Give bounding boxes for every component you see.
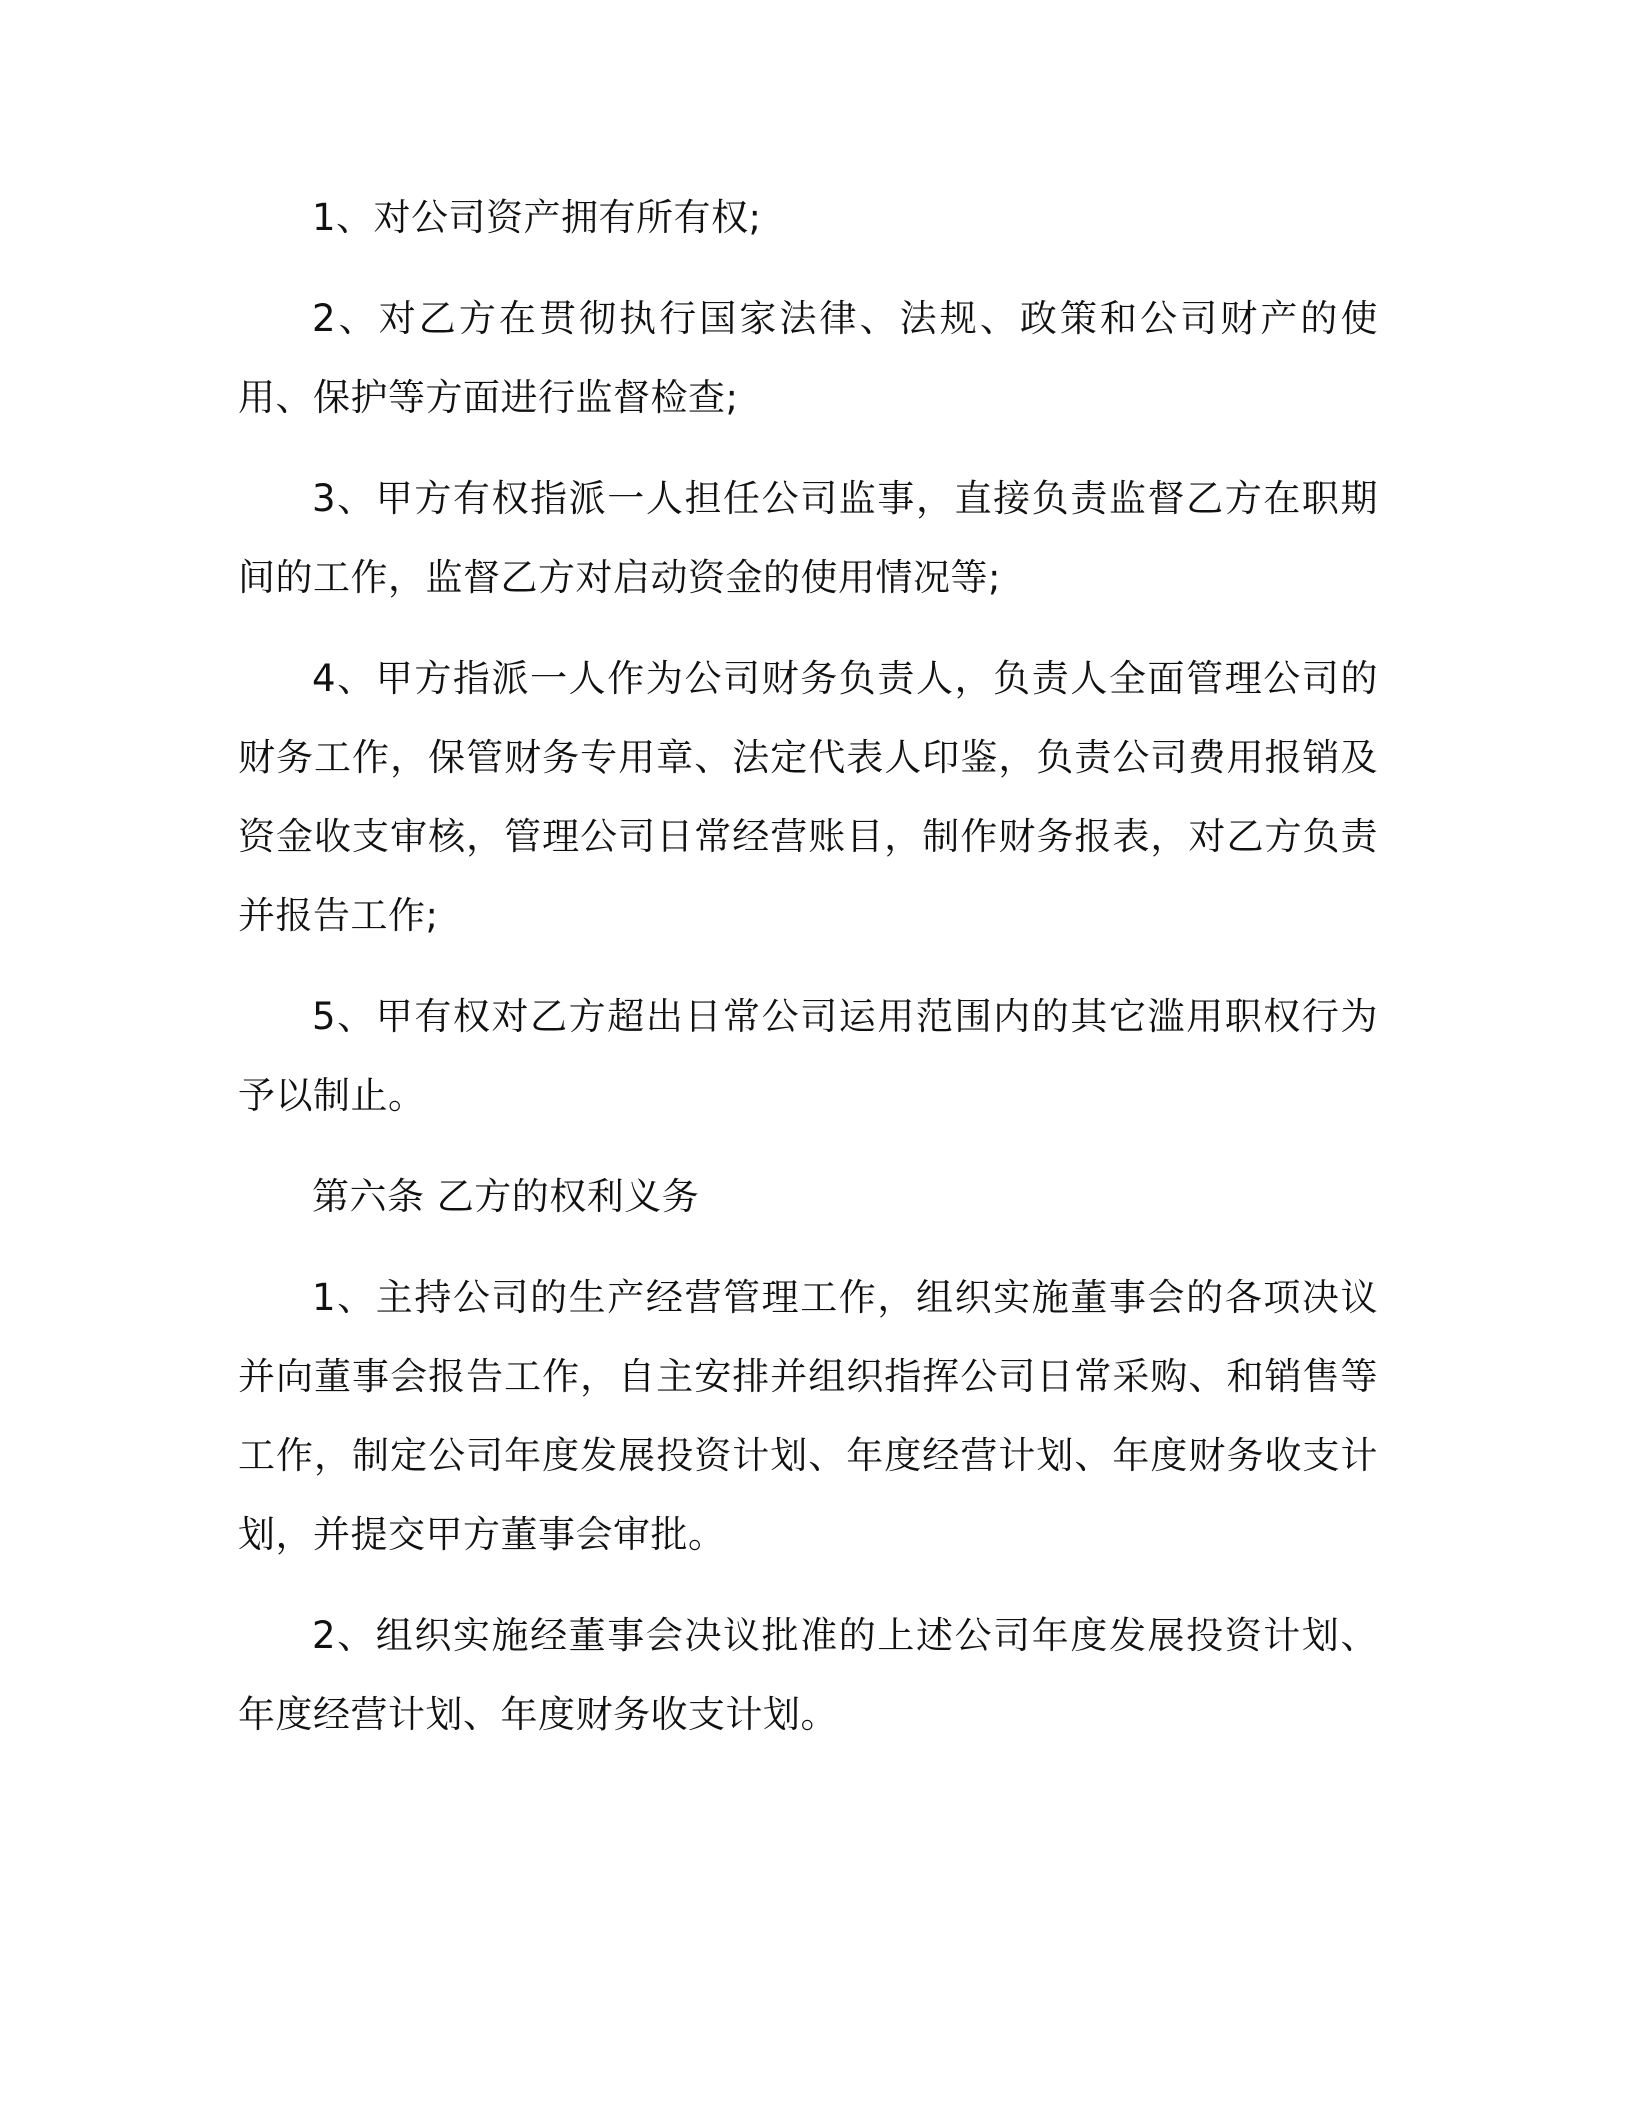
paragraph-item-1: 1、对公司资产拥有所有权; bbox=[312, 196, 762, 239]
paragraph-item-5: 5、甲有权对乙方超出日常公司运用范围内的其它滥用职权行为予以制止。 bbox=[238, 995, 1378, 1117]
paragraph-item-4: 4、甲方指派一人作为公司财务负责人，负责人全面管理公司的财务工作，保管财务专用章、法定代表人印鉴，负责公司费用报销及资金收支审核，管理公司日常经营账目，制作财务报表，对乙方负责并报告工作; bbox=[238, 657, 1378, 937]
section-paragraph-1: 1、主持公司的生产经营管理工作，组织实施董事会的各项决议并向董事会报告工作，自主安排并组织指挥公司日常采购、和销售等工作，制定公司年度发展投资计划、年度经营计划、年度财务收支计划，并提交甲方董事会审批。 bbox=[238, 1276, 1378, 1556]
document-body bbox=[238, 178, 1378, 1776]
paragraph-item-3: 3、甲方有权指派一人担任公司监事，直接负责监督乙方在职期间的工作，监督乙方对启动资金的使用情况等; bbox=[238, 477, 1378, 599]
section-paragraph-2: 2、组织实施经董事会决议批准的上述公司年度发展投资计划、年度经营计划、年度财务收支计划。 bbox=[238, 1614, 1378, 1736]
paragraph-item-2: 2、对乙方在贯彻执行国家法律、法规、政策和公司财产的使用、保护等方面进行监督检查; bbox=[238, 297, 1378, 419]
section-heading: 第六条 乙方的权利义务 bbox=[312, 1175, 700, 1218]
